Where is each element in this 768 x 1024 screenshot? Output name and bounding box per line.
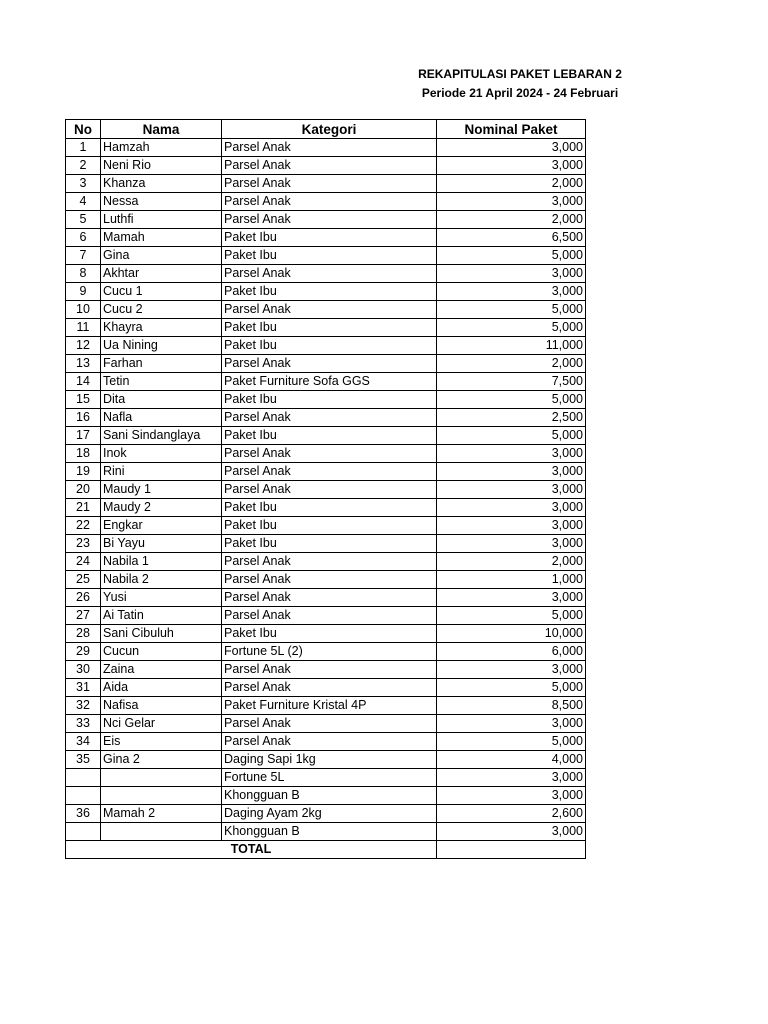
cell-kategori: Parsel Anak [222,409,437,427]
cell-nominal: 3,000 [437,517,586,535]
cell-kategori: Parsel Anak [222,481,437,499]
cell-kategori: Paket Ibu [222,229,437,247]
cell-nama: Farhan [101,355,222,373]
cell-nama: Nabila 1 [101,553,222,571]
report-period: Periode 21 April 2024 - 24 Februari [421,86,619,100]
table-row [66,247,586,265]
cell-nominal: 1,000 [437,571,586,589]
cell-no: 4 [66,193,101,211]
cell-no [66,769,101,787]
cell-nominal: 5,000 [437,319,586,337]
table-row [66,517,586,535]
cell-nama: Luthfi [101,211,222,229]
cell-no: 22 [66,517,101,535]
recap-table [65,119,586,859]
cell-nominal: 8,500 [437,697,586,715]
table-row [66,679,586,697]
cell-no: 35 [66,751,101,769]
cell-nama: Inok [101,445,222,463]
table-row [66,481,586,499]
header-row [66,120,586,139]
cell-nama: Aida [101,679,222,697]
cell-no: 18 [66,445,101,463]
cell-kategori: Fortune 5L (2) [222,643,437,661]
cell-no: 24 [66,553,101,571]
cell-nominal: 6,500 [437,229,586,247]
cell-nama: Eis [101,733,222,751]
cell-nominal: 3,000 [437,499,586,517]
cell-nominal: 5,000 [437,391,586,409]
table-row [66,625,586,643]
table-row [66,805,586,823]
cell-kategori: Paket Ibu [222,535,437,553]
cell-no: 1 [66,139,101,157]
cell-no: 8 [66,265,101,283]
table-row [66,265,586,283]
cell-kategori: Daging Sapi 1kg [222,751,437,769]
cell-no: 21 [66,499,101,517]
table-row [66,157,586,175]
table-row [66,607,586,625]
cell-kategori: Khongguan B [222,823,437,841]
cell-nominal: 2,000 [437,553,586,571]
cell-kategori: Parsel Anak [222,589,437,607]
cell-nama: Sani Sindanglaya [101,427,222,445]
cell-no: 13 [66,355,101,373]
table-row [66,175,586,193]
table-row [66,355,586,373]
cell-nominal: 2,500 [437,409,586,427]
header-no: No [66,120,101,139]
cell-nominal: 3,000 [437,481,586,499]
cell-nominal: 3,000 [437,193,586,211]
cell-kategori: Paket Ibu [222,625,437,643]
cell-nominal: 3,000 [437,139,586,157]
cell-no: 34 [66,733,101,751]
table-row [66,751,586,769]
cell-kategori: Parsel Anak [222,139,437,157]
cell-kategori: Paket Furniture Sofa GGS [222,373,437,391]
table-row [66,301,586,319]
cell-nominal: 5,000 [437,607,586,625]
cell-nominal: 4,000 [437,751,586,769]
cell-no: 16 [66,409,101,427]
cell-nominal: 5,000 [437,679,586,697]
cell-no: 17 [66,427,101,445]
cell-kategori: Paket Ibu [222,337,437,355]
cell-no: 10 [66,301,101,319]
cell-nominal: 3,000 [437,157,586,175]
cell-kategori: Parsel Anak [222,157,437,175]
cell-kategori: Fortune 5L [222,769,437,787]
cell-nama: Khayra [101,319,222,337]
cell-no: 3 [66,175,101,193]
cell-nominal: 6,000 [437,643,586,661]
total-label: TOTAL [66,841,437,859]
cell-nominal: 3,000 [437,787,586,805]
cell-nominal: 5,000 [437,301,586,319]
table-row [66,823,586,841]
cell-kategori: Parsel Anak [222,265,437,283]
table-row [66,283,586,301]
cell-kategori: Paket Ibu [222,517,437,535]
cell-no: 31 [66,679,101,697]
cell-kategori: Parsel Anak [222,175,437,193]
cell-kategori: Khongguan B [222,787,437,805]
table-row [66,589,586,607]
table-row [66,211,586,229]
cell-nama [101,787,222,805]
cell-nama: Cucun [101,643,222,661]
cell-no: 9 [66,283,101,301]
cell-nominal: 3,000 [437,463,586,481]
cell-nama: Yusi [101,589,222,607]
cell-nominal: 3,000 [437,535,586,553]
cell-nominal: 3,000 [437,265,586,283]
table-row [66,319,586,337]
table-row [66,733,586,751]
cell-no: 32 [66,697,101,715]
cell-kategori: Parsel Anak [222,193,437,211]
cell-no: 28 [66,625,101,643]
report-title: REKAPITULASI PAKET LEBARAN 2 [418,67,622,81]
table-row [66,337,586,355]
header-nama: Nama [101,120,222,139]
table-row [66,769,586,787]
cell-kategori: Parsel Anak [222,679,437,697]
cell-nominal: 7,500 [437,373,586,391]
cell-nama: Nafisa [101,697,222,715]
cell-nama: Maudy 2 [101,499,222,517]
table-row [66,787,586,805]
cell-no: 7 [66,247,101,265]
cell-nominal: 3,000 [437,445,586,463]
cell-nama: Nci Gelar [101,715,222,733]
cell-kategori: Parsel Anak [222,571,437,589]
cell-nama: Akhtar [101,265,222,283]
cell-nama: Tetin [101,373,222,391]
cell-no: 33 [66,715,101,733]
cell-nama: Zaina [101,661,222,679]
cell-nominal: 3,000 [437,715,586,733]
cell-kategori: Parsel Anak [222,607,437,625]
cell-nominal: 5,000 [437,427,586,445]
table-row [66,139,586,157]
cell-nama: Sani Cibuluh [101,625,222,643]
cell-kategori: Paket Ibu [222,247,437,265]
cell-nama: Nessa [101,193,222,211]
cell-kategori: Parsel Anak [222,445,437,463]
cell-nominal: 2,000 [437,355,586,373]
cell-nama: Hamzah [101,139,222,157]
total-value [437,841,586,859]
cell-no: 19 [66,463,101,481]
cell-no: 2 [66,157,101,175]
table-row [66,643,586,661]
cell-nominal: 3,000 [437,589,586,607]
cell-nama: Mamah 2 [101,805,222,823]
cell-no: 25 [66,571,101,589]
cell-nominal: 5,000 [437,733,586,751]
table-row [66,445,586,463]
cell-kategori: Parsel Anak [222,463,437,481]
cell-kategori: Parsel Anak [222,211,437,229]
cell-kategori: Paket Ibu [222,391,437,409]
cell-nama: Nafla [101,409,222,427]
table-row [66,661,586,679]
cell-kategori: Parsel Anak [222,355,437,373]
cell-no: 5 [66,211,101,229]
cell-nama: Rini [101,463,222,481]
cell-kategori: Parsel Anak [222,733,437,751]
cell-nama: Dita [101,391,222,409]
table-row [66,697,586,715]
cell-no: 11 [66,319,101,337]
cell-nama: Bi Yayu [101,535,222,553]
cell-no: 15 [66,391,101,409]
table-row [66,427,586,445]
cell-nominal: 3,000 [437,283,586,301]
cell-no: 14 [66,373,101,391]
cell-nama: Mamah [101,229,222,247]
cell-kategori: Paket Furniture Kristal 4P [222,697,437,715]
cell-nama: Engkar [101,517,222,535]
cell-nama: Cucu 2 [101,301,222,319]
cell-nominal: 10,000 [437,625,586,643]
table-row [66,463,586,481]
cell-no: 27 [66,607,101,625]
cell-nominal: 2,000 [437,211,586,229]
cell-nama: Khanza [101,175,222,193]
table-row [66,409,586,427]
cell-no: 30 [66,661,101,679]
cell-no: 23 [66,535,101,553]
table-row [66,535,586,553]
total-row [66,841,586,859]
table-row [66,571,586,589]
cell-kategori: Paket Ibu [222,499,437,517]
cell-nama: Neni Rio [101,157,222,175]
table-row [66,499,586,517]
cell-kategori: Paket Ibu [222,283,437,301]
cell-nama [101,823,222,841]
cell-no: 20 [66,481,101,499]
table-row [66,715,586,733]
cell-kategori: Parsel Anak [222,553,437,571]
table-row [66,553,586,571]
header-nominal: Nominal Paket [437,120,586,139]
cell-nominal: 5,000 [437,247,586,265]
cell-nama [101,769,222,787]
cell-kategori: Daging Ayam 2kg [222,805,437,823]
cell-no: 36 [66,805,101,823]
cell-no [66,823,101,841]
cell-nominal: 3,000 [437,661,586,679]
cell-no: 6 [66,229,101,247]
cell-nama: Gina [101,247,222,265]
cell-kategori: Parsel Anak [222,661,437,679]
table-row [66,193,586,211]
table-row [66,391,586,409]
cell-no: 26 [66,589,101,607]
cell-nominal: 2,000 [437,175,586,193]
table-body [66,139,586,841]
cell-nama: Ua Nining [101,337,222,355]
cell-no [66,787,101,805]
cell-kategori: Parsel Anak [222,715,437,733]
cell-nama: Maudy 1 [101,481,222,499]
cell-nominal: 3,000 [437,823,586,841]
cell-nominal: 3,000 [437,769,586,787]
cell-kategori: Parsel Anak [222,301,437,319]
cell-nama: Nabila 2 [101,571,222,589]
cell-nominal: 11,000 [437,337,586,355]
table-row [66,229,586,247]
cell-nama: Cucu 1 [101,283,222,301]
cell-no: 29 [66,643,101,661]
header-kategori: Kategori [222,120,437,139]
cell-kategori: Paket Ibu [222,427,437,445]
cell-nama: Gina 2 [101,751,222,769]
cell-kategori: Paket Ibu [222,319,437,337]
cell-no: 12 [66,337,101,355]
cell-nama: Ai Tatin [101,607,222,625]
cell-nominal: 2,600 [437,805,586,823]
table-row [66,373,586,391]
